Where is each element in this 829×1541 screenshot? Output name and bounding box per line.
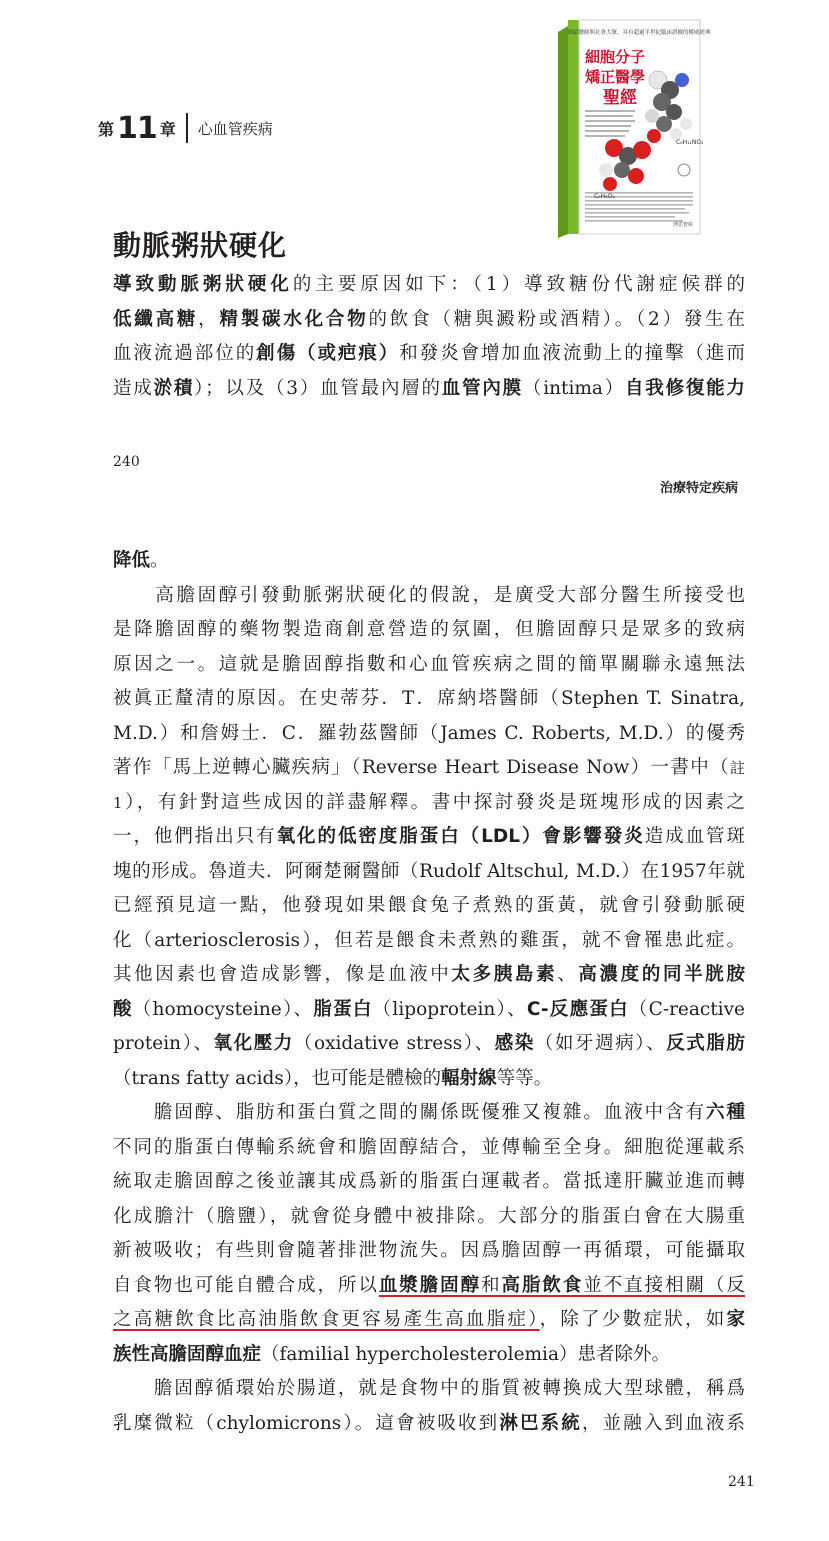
bold-text: 降低	[113, 550, 151, 571]
text-run: （lipoprotein）、	[372, 998, 527, 1020]
text-run: 原因之一。這就是膽固醇指數和心血管疾病之間的簡單關聯永遠無法	[113, 653, 745, 675]
text-run: 造成血管斑	[644, 826, 745, 847]
text-line	[113, 303, 745, 338]
text-run: （familial hypercholesterolemia）患者除外。	[261, 1343, 671, 1365]
cover-title-3: 聖經	[603, 88, 637, 108]
text-line	[113, 855, 745, 890]
text-line	[113, 372, 745, 407]
bold-text: 感染	[494, 1033, 535, 1054]
bold-text: 導致動脈粥狀硬化	[113, 274, 293, 295]
text-run: 其他因素也會造成影響，像是血液中	[113, 964, 452, 985]
book-spine-edge	[558, 26, 568, 238]
text-line	[113, 993, 745, 1028]
bold-text: 高濃度的同半胱胺	[578, 964, 745, 985]
text-run: 塊的形成。魯道夫．阿爾楚爾醫師（Rudolf Altschul, M.D.）在1957年就	[113, 860, 745, 882]
text-run: 被眞正釐清的原因。在史蒂芬．T．席納塔醫師（Stephen T. Sinatra,	[113, 688, 745, 709]
chapter-divider	[186, 113, 188, 143]
text-run: 之高糖飲食比高油脂飲食更容易產生高血脂症）	[113, 1309, 540, 1330]
cover-formula-1: C₈H₁₁NO₂	[676, 139, 704, 146]
text-run: 造成	[113, 377, 154, 399]
text-run: 並不直接相關（反	[583, 1274, 745, 1296]
text-line	[113, 786, 745, 821]
section-title: 動脈粥狀硬化	[113, 229, 288, 262]
cover-title-2: 矯正醫學	[585, 68, 646, 86]
text-run: （trans fatty acids），也可能是體檢的	[113, 1067, 442, 1089]
text-run: 膽固醇、脂肪和蛋白質之間的關係既優雅又複雜。血液中含有	[113, 1102, 707, 1123]
text-line	[113, 889, 745, 924]
text-line	[113, 648, 745, 683]
bold-text: 太多胰島素	[451, 964, 558, 985]
chapter-header	[98, 112, 273, 144]
bold-text: 淤積	[153, 377, 195, 399]
text-run: 註	[729, 759, 745, 777]
cover-top-text: 寫給醫師與社會大眾、具有超過半世紀臨床證據的權威經典	[567, 30, 711, 36]
chapter-name: 心血管疾病	[197, 119, 273, 138]
text-run: （homocysteine）、	[132, 998, 314, 1020]
bold-text: 血漿膽固醇	[378, 1274, 482, 1296]
text-run: 一，他們指出只有	[113, 826, 277, 847]
text-line	[113, 751, 745, 786]
text-run: 高膽固醇引發動脈粥狀硬化的假說，是廣受大部分醫生所接受也	[113, 584, 745, 606]
text-run: （intima）	[522, 377, 626, 399]
text-line	[113, 717, 745, 752]
text-run: protein）、	[113, 1033, 214, 1054]
text-line	[113, 268, 745, 303]
bold-text: 淋巴系統	[499, 1412, 582, 1434]
text-line	[113, 1165, 745, 1200]
text-run: ）；以及（3）血管最內層的	[194, 377, 442, 399]
running-head: 治療特定疾病	[660, 481, 739, 496]
text-line	[113, 579, 745, 614]
text-run: 和	[481, 1274, 502, 1296]
bold-text: 酸	[113, 998, 133, 1020]
text-run: ），有針對這些成因的詳盡解釋。書中探討發炎是斑塊形成的因素之	[122, 791, 745, 813]
page-240-paragraph	[113, 268, 745, 406]
text-run: 是降膽固醇的藥物製造商創意營造的氛圍，但膽固醇只是眾多的致病	[113, 619, 745, 640]
text-run: ，並融入到血液系	[581, 1412, 745, 1434]
bold-text: 高脂飲食	[501, 1274, 584, 1296]
text-run: 的主要原因如下：（1）導致糖份代謝症候群的	[292, 274, 745, 295]
bold-text: 六種	[706, 1102, 745, 1123]
text-line	[113, 1234, 745, 1269]
text-run: 。	[150, 550, 169, 571]
bold-text: 家	[726, 1309, 745, 1330]
text-line	[113, 1407, 745, 1442]
text-line	[113, 1372, 745, 1407]
text-line	[113, 820, 745, 855]
page-number-240: 240	[113, 454, 140, 470]
bold-text: 自我修復能力	[625, 377, 745, 399]
text-run: （C-reactive	[628, 998, 746, 1020]
bold-text: 輻射線	[441, 1067, 497, 1089]
text-run: 乳糜微粒（chylomicrons）。這會被吸收到	[113, 1412, 500, 1434]
page-241-body	[113, 544, 745, 1441]
cover-publisher: 博思智庫	[673, 222, 694, 228]
page-number-241: 241	[728, 1474, 755, 1490]
text-run: （oxidative stress）、	[293, 1033, 495, 1054]
text-run: ，	[198, 308, 220, 330]
bold-text: 創傷（或疤痕）	[256, 343, 400, 364]
text-line	[113, 1303, 745, 1338]
text-line	[113, 1338, 745, 1373]
text-line	[113, 924, 745, 959]
text-line	[113, 1027, 745, 1062]
text-run: 膽固醇循環始於腸道，就是食物中的脂質被轉換成大型球體，稱爲	[113, 1378, 745, 1399]
bold-text: 氧化的低密度脂蛋白（LDL）會影響發炎	[276, 826, 645, 847]
text-line	[113, 1200, 745, 1235]
text-run: 的飲食（糖與澱粉或酒精）。（2）發生在	[368, 308, 745, 330]
text-run: 自食物也可能自體合成，所以	[113, 1274, 379, 1296]
bold-text: C-反應蛋白	[526, 998, 629, 1020]
cover-formula-2: C₆H₈O₆	[594, 193, 615, 200]
text-line	[113, 958, 745, 993]
text-run: 等等。	[496, 1067, 553, 1089]
text-run: 統取走膽固醇之後並讓其成爲新的脂蛋白運載者。當抵達肝臟並進而轉	[113, 1171, 745, 1192]
text-run: 新被吸收；有些則會隨著排泄物流失。因爲膽固醇一再循環，可能攝取	[113, 1240, 745, 1261]
cover-title-1: 細胞分子	[585, 48, 646, 66]
bold-text: 族性高膽固醇血症	[113, 1343, 262, 1365]
text-line	[113, 544, 745, 579]
text-line	[113, 1096, 745, 1131]
text-run: 1	[113, 793, 123, 812]
text-run: 已經預見這一點，他發現如果餵食兔子煮熟的蛋黃，就會引發動脈硬	[113, 895, 745, 916]
book-spine	[568, 20, 579, 234]
text-run: 、	[557, 964, 579, 985]
text-line	[113, 1131, 745, 1166]
text-run: 化成膽汁（膽鹽），就會從身體中被排除。大部分的脂蛋白會在大腸重	[113, 1205, 745, 1227]
text-run: 著作「馬上逆轉心臟疾病」（Reverse Heart Disease Now）一書中（	[113, 757, 730, 778]
text-line	[113, 613, 745, 648]
text-run: ，除了少數症狀，如	[539, 1309, 727, 1330]
text-run: 和發炎會增加血液流動上的撞擊（進而	[399, 343, 745, 364]
bold-text: 精製碳水化合物	[219, 308, 369, 330]
chapter-suffix: 章	[159, 119, 176, 139]
bold-text: 血管內膜	[441, 377, 523, 399]
text-run: 化（arteriosclerosis），但若是餵食未煮熟的雞蛋，就不會罹患此症。	[113, 929, 745, 951]
text-line	[113, 1269, 745, 1304]
book-cover-image	[558, 20, 711, 238]
text-run: 不同的脂蛋白傳輸系統會和膽固醇結合，並傳輸至全身。細胞從運載系	[113, 1136, 745, 1158]
text-run: M.D.）和詹姆士．C．羅勃茲醫師（James C. Roberts, M.D.）的優秀	[113, 722, 745, 744]
chapter-prefix: 第	[98, 119, 115, 139]
text-line	[113, 682, 745, 717]
text-line	[113, 337, 745, 372]
text-run: 血液流過部位的	[113, 343, 257, 364]
text-run: （如牙週病）、	[534, 1033, 667, 1054]
chapter-number: 11	[117, 110, 157, 146]
bold-text: 低纖高糖	[113, 308, 199, 330]
bold-text: 反式脂肪	[666, 1033, 745, 1054]
bold-text: 氧化壓力	[213, 1033, 294, 1054]
text-line	[113, 1062, 745, 1097]
bold-text: 脂蛋白	[313, 998, 373, 1020]
